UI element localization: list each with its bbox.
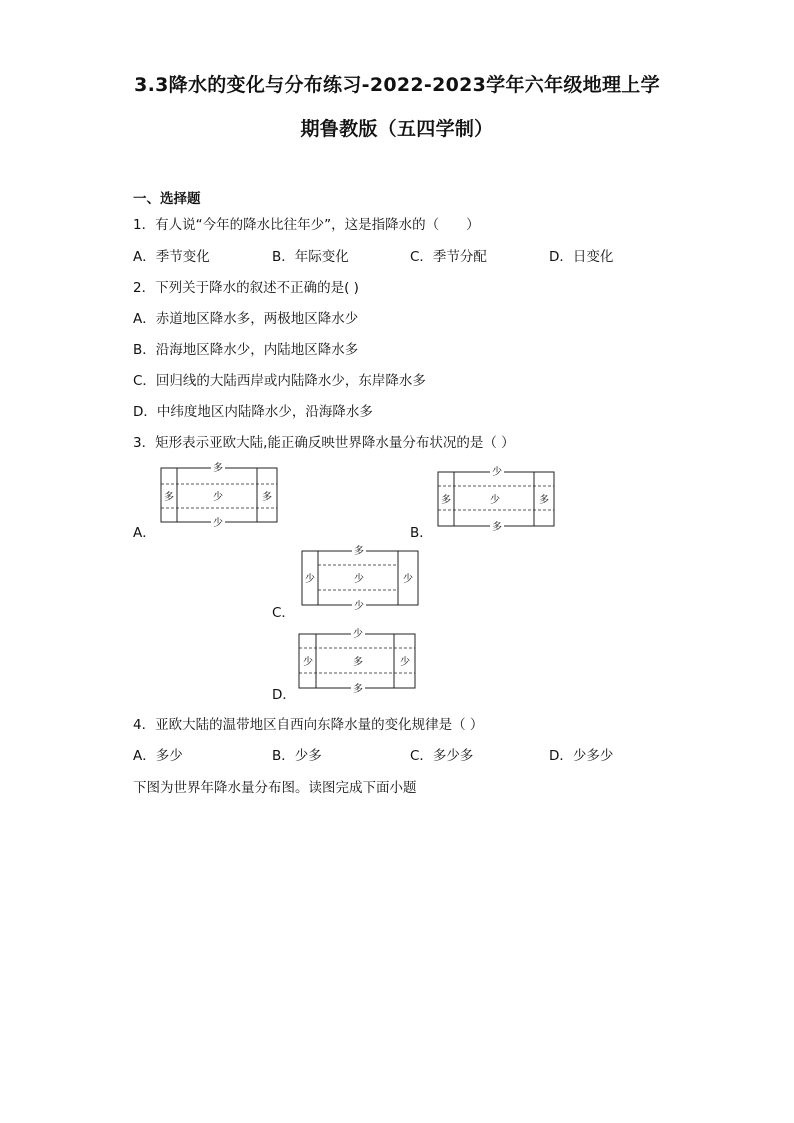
diagram-d-top: 少 [353, 629, 363, 640]
diagram-b-center: 少 [490, 495, 500, 506]
diagram-a-right: 多 [262, 492, 272, 503]
diagram-a-left: 多 [164, 492, 174, 503]
diagram-c-left: 少 [305, 574, 315, 585]
q3-stem: 3．矩形表示亚欧大陆,能正确反映世界降水量分布状况的是（ ） [133, 435, 515, 451]
q1-option-a[interactable]: A．季节变化 [133, 249, 210, 265]
diagram-d-center: 多 [353, 657, 363, 668]
q1-option-b[interactable]: B．年际变化 [272, 249, 349, 265]
q3-option-c-label[interactable]: C． [272, 605, 295, 621]
q4-option-b[interactable]: B．少多 [272, 748, 322, 764]
diagram-b-top: 少 [492, 467, 502, 478]
diagram-d-right: 少 [400, 657, 410, 668]
q3-option-b-diagram[interactable] [433, 464, 557, 538]
q4-option-a[interactable]: A．多少 [133, 748, 183, 764]
document-title-line2: 期鲁教版（五四学制） [300, 118, 494, 140]
q4-option-d[interactable]: D．少多少 [549, 748, 614, 764]
q3-option-a-diagram[interactable] [156, 460, 280, 534]
diagram-b-right: 多 [539, 495, 549, 506]
diagram-a-top: 多 [213, 463, 223, 474]
diagram-c-right: 少 [403, 574, 413, 585]
map-intro-text: 下图为世界年降水量分布图。读图完成下面小题 [133, 780, 417, 796]
diagram-d-left: 少 [303, 657, 313, 668]
q3-option-c-diagram[interactable] [297, 543, 421, 617]
q3-option-a-label[interactable]: A． [133, 525, 156, 541]
q1-option-d[interactable]: D．日变化 [549, 249, 614, 265]
diagram-c-bottom: 少 [354, 601, 364, 612]
section-heading: 一、选择题 [133, 191, 201, 207]
diagram-a-bottom: 少 [213, 518, 223, 529]
q4-option-c[interactable]: C．多少多 [410, 748, 474, 764]
diagram-a-center: 少 [213, 492, 223, 503]
q4-stem: 4．亚欧大陆的温带地区自西向东降水量的变化规律是（ ） [133, 717, 484, 733]
q2-option-d[interactable]: D．中纬度地区内陆降水少，沿海降水多 [133, 404, 373, 420]
q3-option-d-diagram[interactable] [294, 626, 418, 700]
document-title-line1: 3.3降水的变化与分布练习-2022-2023学年六年级地理上学 [134, 74, 660, 96]
diagram-d-bottom: 多 [353, 684, 363, 695]
diagram-c-top: 多 [354, 546, 364, 557]
q2-option-a[interactable]: A．赤道地区降水多，两极地区降水少 [133, 311, 359, 327]
q2-stem: 2．下列关于降水的叙述不正确的是( ) [133, 280, 359, 296]
diagram-c-center: 少 [354, 574, 364, 585]
q1-option-c[interactable]: C．季节分配 [410, 249, 487, 265]
diagram-b-bottom: 多 [492, 522, 502, 533]
diagram-b-left: 多 [441, 495, 451, 506]
q3-option-d-label[interactable]: D． [272, 687, 296, 703]
q3-option-b-label[interactable]: B． [410, 525, 433, 541]
q2-option-c[interactable]: C．回归线的大陆西岸或内陆降水少，东岸降水多 [133, 373, 426, 389]
q1-stem: 1．有人说“今年的降水比往年少”，这是指降水的（ ） [133, 217, 480, 233]
q2-option-b[interactable]: B．沿海地区降水少，内陆地区降水多 [133, 342, 359, 358]
